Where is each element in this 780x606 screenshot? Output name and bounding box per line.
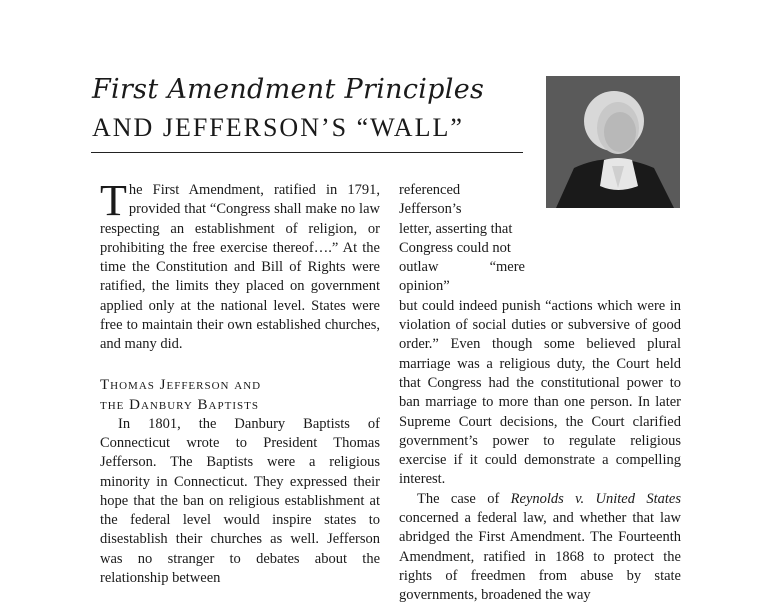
para2-post: concerned a federal law, and whether that law abridged the First Amendment. The Fourteenth Amendment, ratified in 1868 to protect the rights of freedmen from abuse by state governments, broadened the way xyxy=(399,510,681,604)
para2-pre: The case of xyxy=(417,490,511,507)
narrow-line: outlaw “mere opinion” xyxy=(399,259,525,295)
section-subhead xyxy=(100,375,380,415)
left-column xyxy=(100,176,380,588)
narrow-line: Congress could not xyxy=(399,239,511,256)
title-script: First Amendment Principles xyxy=(92,74,485,105)
body-paragraph: In 1801, the Danbury Baptists of Connecticut wrote to President Thomas Jefferson. The Baptists were a religious minority in Connecticut. They expressed their hope that the ban on religious establishment at the federal level would inspire states to disestablish their churches as well. Jefferson was no stranger to debates about the relationship between xyxy=(100,415,380,587)
right-paragraph-1: but could indeed punish “actions which were in violation of social duties or subversive of good order.” Even though some believed plural marriage was a religious duty, the Court held that Congress had the constitutional power to ban marriage to more than one person. In later Supreme Court decisions, the Court clarified government’s power to regulate religious exercise if it could demonstrate a compelling interest. xyxy=(399,297,681,488)
right-paragraph-2 xyxy=(399,490,681,606)
right-column xyxy=(399,181,681,606)
case-name: Reynolds v. United States xyxy=(510,490,681,507)
subhead-line-1: Thomas Jefferson and xyxy=(100,376,262,393)
intro-paragraph xyxy=(100,176,380,355)
intro-text: he First Amendment, ratified in 1791, provided that “Congress shall make no law respecting an establishment of religion, or prohibiting the free exercise thereof….” At the time the Constitution and Bill of Rights were ratified, the limits they placed on government applied only at the national level. States were free to maintain their own established churches, and many did. xyxy=(100,182,380,353)
dropcap: T xyxy=(100,176,127,225)
narrow-line: letter, asserting that xyxy=(399,220,513,237)
narrow-line: referenced Jefferson’s xyxy=(399,182,462,218)
narrow-lines xyxy=(399,181,525,297)
title-rule xyxy=(91,152,523,153)
subhead-line-2: the Danbury Baptists xyxy=(100,396,259,413)
title-caps: AND JEFFERSON’S “WALL” xyxy=(92,113,464,142)
